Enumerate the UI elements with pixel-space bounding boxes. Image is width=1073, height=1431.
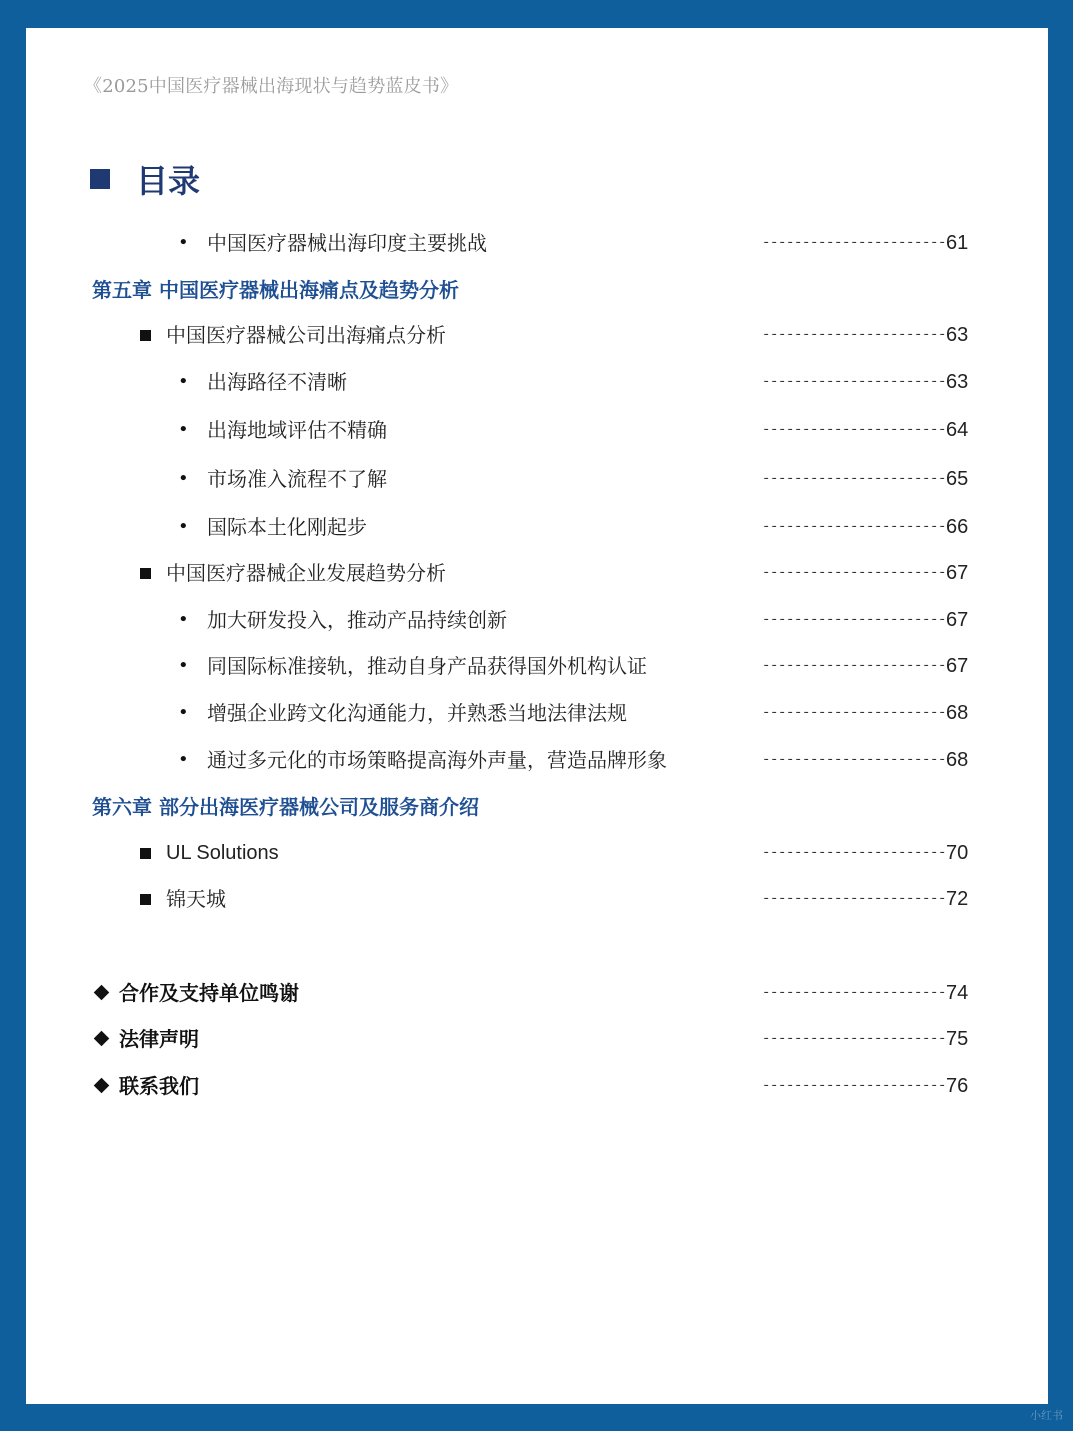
toc-entry-label: 加大研发投入，推动产品持续创新 — [207, 608, 507, 632]
toc-entry-page: 68 — [946, 702, 969, 724]
bullet-diamond-icon — [94, 985, 110, 1001]
toc-entry[interactable] — [26, 228, 1048, 258]
bullet-diamond-icon — [94, 1078, 110, 1094]
dot-leader: ----------------------- — [762, 658, 947, 674]
dot-leader: ----------------------- — [762, 519, 947, 535]
toc-entry-label: 通过多元化的市场策略提高海外声量，营造品牌形象 — [207, 748, 667, 772]
toc-entry[interactable] — [26, 884, 1048, 914]
document-page — [26, 28, 1048, 1404]
toc-entry[interactable] — [26, 978, 1048, 1008]
toc-entry-label: 中国医疗器械出海印度主要挑战 — [207, 231, 487, 255]
bullet-dot-icon: • — [178, 232, 189, 253]
toc-heading — [90, 156, 200, 202]
dot-leader: ----------------------- — [762, 752, 947, 768]
toc-entry-label: 增强企业跨文化沟通能力，并熟悉当地法律法规 — [207, 701, 627, 725]
toc-entry-page: 67 — [946, 655, 969, 677]
toc-entry-label: 国际本土化刚起步 — [207, 515, 367, 539]
toc-entry-page: 66 — [946, 516, 969, 538]
toc-entry-page: 65 — [946, 468, 969, 490]
bullet-square-icon — [140, 330, 151, 341]
toc-entry-page: 61 — [946, 232, 969, 254]
toc-entry-page: 64 — [946, 419, 969, 441]
toc-entry[interactable] — [26, 367, 1048, 397]
bullet-dot-icon: • — [178, 468, 189, 489]
toc-entry-label: UL Solutions — [166, 842, 279, 864]
toc-entry[interactable] — [26, 605, 1048, 635]
bullet-dot-icon: • — [178, 419, 189, 440]
toc-entry[interactable] — [26, 838, 1048, 868]
toc-entry-label: 出海地域评估不精确 — [207, 418, 387, 442]
toc-entry-page: 76 — [946, 1075, 969, 1097]
bullet-square-icon — [140, 848, 151, 859]
watermark-logo: 小红书 — [1030, 1409, 1063, 1422]
bullet-dot-icon: • — [178, 516, 189, 537]
toc-entry-page: 70 — [946, 842, 969, 864]
toc-entry-page: 63 — [946, 371, 969, 393]
bullet-square-icon — [140, 894, 151, 905]
bullet-dot-icon: • — [178, 749, 189, 770]
toc-entry-page: 67 — [946, 562, 969, 584]
toc-entry-page: 72 — [946, 888, 969, 910]
dot-leader: ----------------------- — [762, 471, 947, 487]
dot-leader: ----------------------- — [762, 422, 947, 438]
bullet-diamond-icon — [94, 1031, 110, 1047]
dot-leader: ----------------------- — [762, 327, 947, 343]
chapter-heading-6[interactable]: 第六章 部分出海医疗器械公司及服务商介绍 — [92, 795, 479, 819]
toc-entry[interactable] — [26, 512, 1048, 542]
toc-entry-label: 锦天城 — [166, 887, 226, 911]
toc-entry-label: 出海路径不清晰 — [207, 370, 347, 394]
toc-entry[interactable] — [26, 464, 1048, 494]
toc-entry-page: 67 — [946, 609, 969, 631]
toc-entry-page: 63 — [946, 324, 969, 346]
dot-leader: ----------------------- — [762, 235, 947, 251]
toc-entry-page: 74 — [946, 982, 969, 1004]
toc-entry-label: 合作及支持单位鸣谢 — [119, 981, 299, 1005]
toc-entry-page: 75 — [946, 1028, 969, 1050]
dot-leader: ----------------------- — [762, 1078, 947, 1094]
toc-entry-label: 中国医疗器械企业发展趋势分析 — [166, 561, 446, 585]
toc-entry[interactable] — [26, 1071, 1048, 1101]
toc-entry-label: 法律声明 — [119, 1027, 199, 1051]
bullet-dot-icon: • — [178, 702, 189, 723]
dot-leader: ----------------------- — [762, 565, 947, 581]
toc-entry[interactable] — [26, 745, 1048, 775]
running-header: 《2025中国医疗器械出海现状与趋势蓝皮书》 — [84, 76, 459, 97]
toc-entry-page: 68 — [946, 749, 969, 771]
toc-entry[interactable] — [26, 651, 1048, 681]
toc-entry[interactable] — [26, 698, 1048, 728]
toc-entry-label: 市场准入流程不了解 — [207, 467, 387, 491]
heading-square-icon — [90, 169, 110, 189]
dot-leader: ----------------------- — [762, 891, 947, 907]
toc-entry[interactable] — [26, 1024, 1048, 1054]
bullet-dot-icon: • — [178, 655, 189, 676]
dot-leader: ----------------------- — [762, 985, 947, 1001]
toc-entry[interactable] — [26, 558, 1048, 588]
dot-leader: ----------------------- — [762, 374, 947, 390]
dot-leader: ----------------------- — [762, 705, 947, 721]
dot-leader: ----------------------- — [762, 612, 947, 628]
bullet-dot-icon: • — [178, 371, 189, 392]
dot-leader: ----------------------- — [762, 1031, 947, 1047]
dot-leader: ----------------------- — [762, 845, 947, 861]
toc-entry[interactable] — [26, 415, 1048, 445]
toc-entry[interactable] — [26, 320, 1048, 350]
chapter-heading-5[interactable]: 第五章 中国医疗器械出海痛点及趋势分析 — [92, 278, 459, 302]
toc-entry-label: 同国际标准接轨，推动自身产品获得国外机构认证 — [207, 654, 647, 678]
toc-title: 目录 — [136, 162, 201, 200]
toc-entry-label: 中国医疗器械公司出海痛点分析 — [166, 323, 446, 347]
bullet-dot-icon: • — [178, 609, 189, 630]
toc-entry-label: 联系我们 — [119, 1074, 199, 1098]
bullet-square-icon — [140, 568, 151, 579]
